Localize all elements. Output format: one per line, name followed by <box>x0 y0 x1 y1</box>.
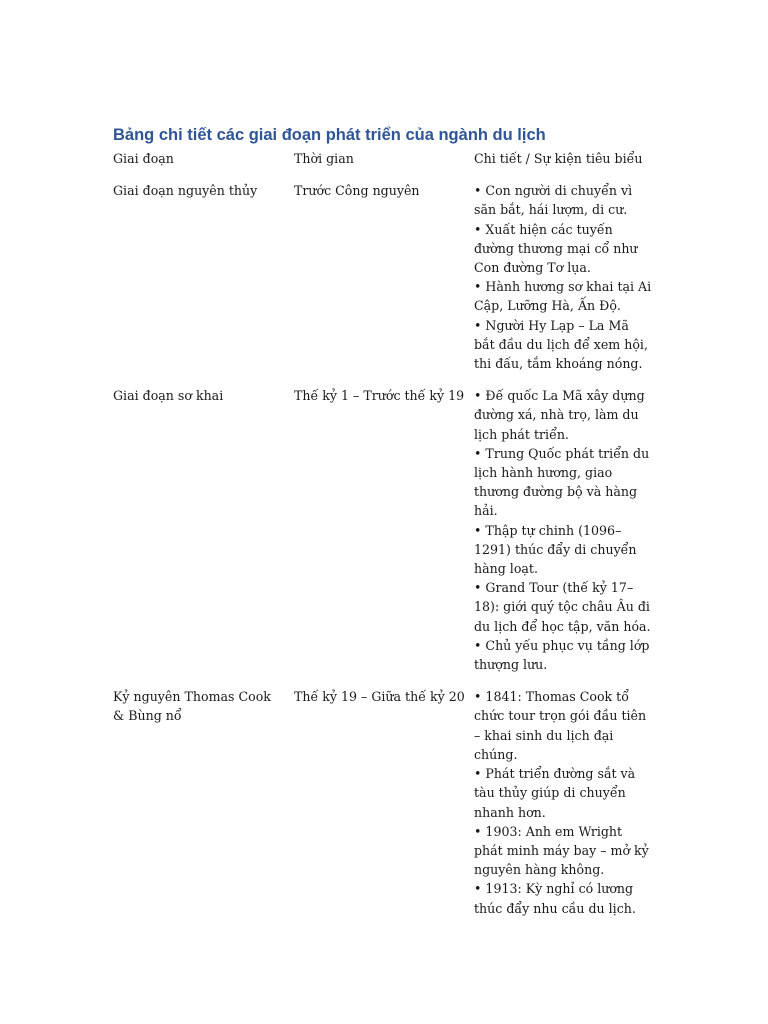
stages-table <box>113 149 653 931</box>
detail-item: • 1913: Kỳ nghỉ có lương thúc đẩy nhu cầu du lịch. <box>474 881 636 916</box>
table-row <box>113 181 653 386</box>
detail-item: • Xuất hiện các tuyến đường thương mại cổ như Con đường Tơ lụa. <box>474 221 638 276</box>
period-text: Trước Công nguyên <box>294 183 420 199</box>
period-cell <box>294 181 474 386</box>
stage-cell <box>113 181 294 386</box>
document-title: Bảng chi tiết các giai đoạn phát triển của ngành du lịch <box>113 126 546 144</box>
table-header-row <box>113 149 653 181</box>
details-cell <box>474 386 653 687</box>
detail-item: • Trung Quốc phát triển du lịch hành hương, giao thương đường bộ và hàng hải. <box>474 445 650 519</box>
detail-item: • Phát triển đường sắt và tàu thủy giúp di chuyển nhanh hơn. <box>474 766 636 820</box>
stage-cell <box>113 687 294 930</box>
header-stage: Giai đoạn <box>113 151 174 166</box>
header-period: Thời gian <box>294 151 354 166</box>
detail-item: • Người Hy Lạp – La Mã bắt đầu du lịch để xem hội, thi đấu, tắm khoáng nóng. <box>474 317 648 372</box>
table-row <box>113 687 653 930</box>
detail-item: • Chủ yếu phục vụ tầng lớp thượng lưu. <box>474 637 650 673</box>
period-cell <box>294 687 474 930</box>
stage-name: Kỷ nguyên Thomas Cook & Bùng nổ <box>113 689 271 724</box>
period-text: Thế kỷ 19 – Giữa thế kỷ 20 <box>294 689 465 705</box>
details-cell <box>474 687 653 930</box>
detail-item: • 1841: Thomas Cook tổ chức tour trọn gói đầu tiên – khai sinh du lịch đại chúng. <box>474 689 647 762</box>
stage-name: Giai đoạn sơ khai <box>113 388 224 404</box>
detail-item: • Hành hương sơ khai tại Ai Cập, Lưỡng Hà, Ấn Độ. <box>474 279 652 314</box>
detail-item: • Grand Tour (thế kỷ 17–18): giới quý tộc châu Âu đi du lịch để học tập, văn hóa. <box>474 580 651 634</box>
detail-item: • Thập tự chinh (1096–1291) thúc đẩy di chuyển hàng loạt. <box>474 522 637 577</box>
detail-item: • Con người di chuyển vì săn bắt, hái lượm, di cư. <box>474 183 633 218</box>
stage-name: Giai đoạn nguyên thủy <box>113 183 258 199</box>
table-row <box>113 386 653 687</box>
stage-cell <box>113 386 294 687</box>
period-cell <box>294 386 474 687</box>
details-cell <box>474 181 653 386</box>
header-details: Chi tiết / Sự kiện tiêu biểu <box>474 151 643 166</box>
detail-item: • 1903: Anh em Wright phát minh máy bay – mở kỷ nguyên hàng không. <box>474 823 649 878</box>
detail-item: • Đế quốc La Mã xây dựng đường xá, nhà trọ, làm du lịch phát triển. <box>474 388 645 442</box>
period-text: Thế kỷ 1 – Trước thế kỷ 19 <box>294 388 465 404</box>
